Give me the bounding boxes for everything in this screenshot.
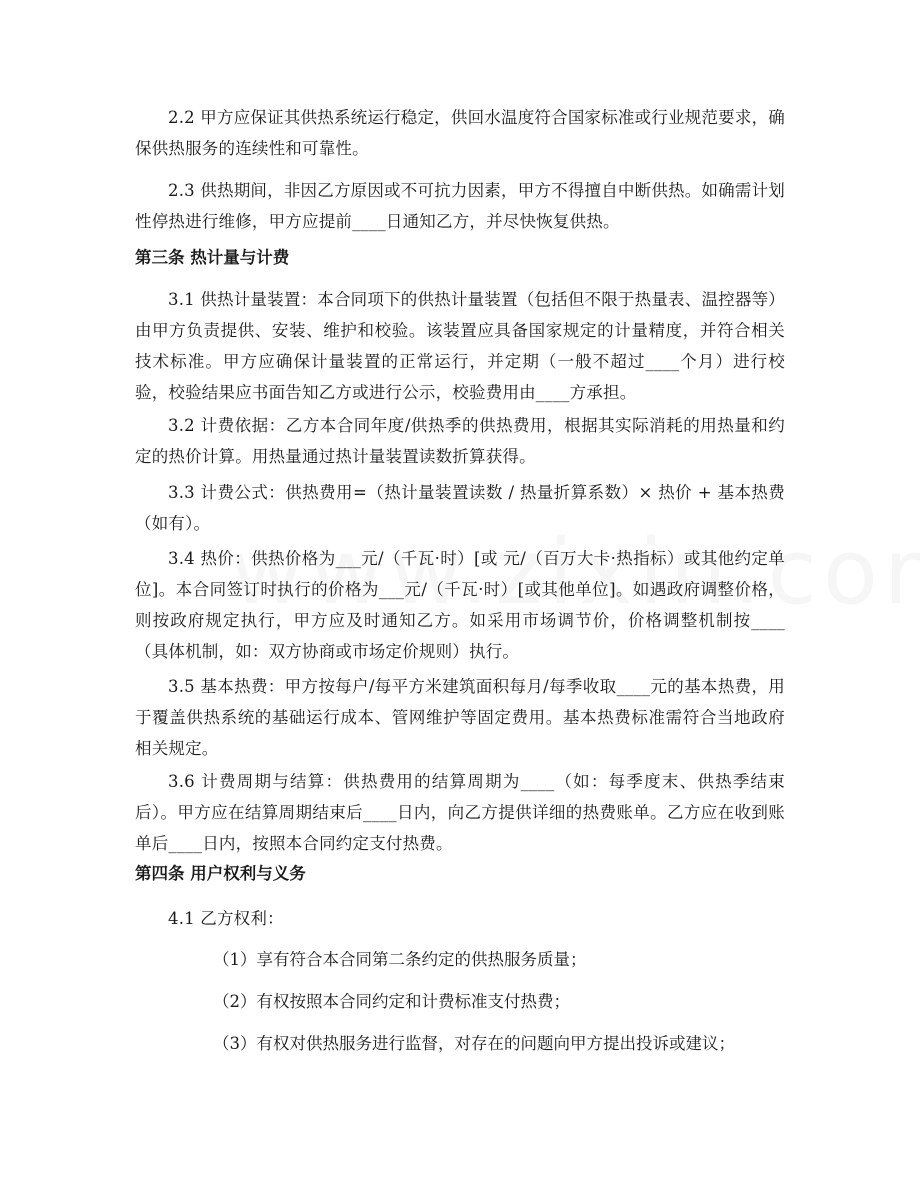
list-item: （2）有权按照本合同约定和计费标准支付热费；	[213, 992, 570, 1011]
article-3-heading: 第三条 热计量与计费	[135, 248, 290, 267]
clause-3-1: 3.1 供热计量装置：本合同项下的供热计量装置（包括但不限于热量表、温控器等）由甲方负责提供、安装、维护和校验。该装置应具备国家规定的计量精度，并符合相关技术标准。甲方应确保计量装置的正常运行，并定期（一般不超过____个月）进行校验，校验结果应书面告知乙方或进行公示，校验费用由____方承担。	[135, 290, 785, 402]
clause-2-2: 2.2 甲方应保证其供热系统运行稳定，供回水温度符合国家标准或行业规范要求，确保供热服务的连续性和可靠性。	[135, 108, 785, 158]
article-4-heading: 第四条 用户权利与义务	[135, 864, 306, 883]
clause-3-4: 3.4 热价：供热价格为___元/（千瓦·时）[或 元/（百万大卡·热指标）或其他约定单位]。本合同签订时执行的价格为___元/（千瓦·时）[或其他单位]。如遇政府调整价格，则按政府规定执行，甲方应及时通知乙方。如采用市场调节价，价格调整机制按____（具体机制，如：双方协商或市场定价规则）执行。	[135, 549, 785, 661]
clause-3-3: 3.3 计费公式：供热费用=（热计量装置读数 / 热量折算系数）× 热价 + 基本热费（如有）。	[135, 483, 785, 533]
list-item: （3）有权对供热服务进行监督，对存在的问题向甲方提出投诉或建议；	[213, 1034, 735, 1053]
clause-3-5: 3.5 基本热费：甲方按每户/每平方米建筑面积每月/每季收取____元的基本热费，用于覆盖供热系统的基础运行成本、管网维护等固定费用。基本热费标准需符合当地政府相关规定。	[135, 677, 785, 758]
clause-4-1: 4.1 乙方权利：	[168, 909, 284, 928]
clause-3-6: 3.6 计费周期与结算：供热费用的结算周期为____（如：每季度末、供热季结束后）。甲方应在结算周期结束后____日内，向乙方提供详细的热费账单。乙方应在收到账单后____日内，按照本合同约定支付热费。	[135, 772, 785, 853]
clause-2-3: 2.3 供热期间，非因乙方原因或不可抗力因素，甲方不得擅自中断供热。如确需计划性停热进行维修，甲方应提前____日通知乙方，并尽快恢复供热。	[135, 181, 785, 231]
list-item: （1）享有符合本合同第二条约定的供热服务质量；	[213, 950, 587, 969]
clause-3-2: 3.2 计费依据：乙方本合同年度/供热季的供热费用，根据其实际消耗的用热量和约定的热价计算。用热量通过热计量装置读数折算获得。	[135, 416, 785, 466]
